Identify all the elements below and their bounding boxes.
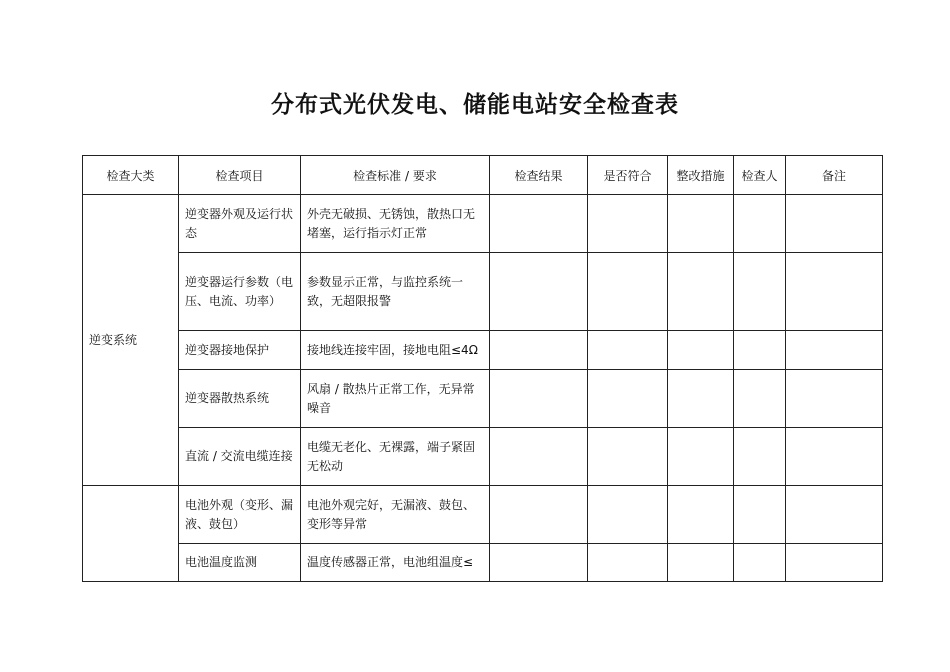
inspector-cell[interactable] [734,544,786,582]
category-cell [83,486,179,582]
inspector-cell[interactable] [734,486,786,544]
table-row [83,544,883,582]
remarks-cell[interactable] [786,486,883,544]
standard-cell: 电池外观完好，无漏液、鼓包、变形等异常 [301,486,490,544]
compliance-cell[interactable] [588,370,668,428]
standard-cell: 参数显示正常，与监控系统一致，无超限报警 [301,253,490,331]
result-cell[interactable] [490,544,588,582]
table-row [83,486,883,544]
inspector-cell[interactable] [734,428,786,486]
standard-cell: 温度传感器正常，电池组温度≤ [301,544,490,582]
column-header: 备注 [786,156,883,195]
column-header: 检查大类 [83,156,179,195]
remarks-cell[interactable] [786,544,883,582]
rectification-cell[interactable] [668,253,734,331]
result-cell[interactable] [490,195,588,253]
remarks-cell[interactable] [786,428,883,486]
result-cell[interactable] [490,428,588,486]
result-cell[interactable] [490,486,588,544]
rectification-cell[interactable] [668,195,734,253]
table-row [83,195,883,253]
rectification-cell[interactable] [668,428,734,486]
table-row [83,370,883,428]
inspector-cell[interactable] [734,253,786,331]
compliance-cell[interactable] [588,428,668,486]
result-cell[interactable] [490,331,588,370]
remarks-cell[interactable] [786,195,883,253]
table-row [83,253,883,331]
item-cell: 逆变器运行参数（电压、电流、功率） [179,253,301,331]
rectification-cell[interactable] [668,370,734,428]
rectification-cell[interactable] [668,331,734,370]
inspector-cell[interactable] [734,331,786,370]
column-header: 是否符合 [588,156,668,195]
standard-cell: 外壳无破损、无锈蚀，散热口无堵塞，运行指示灯正常 [301,195,490,253]
standard-cell: 接地线连接牢固，接地电阻≤4Ω [301,331,490,370]
safety-checklist-table [82,155,883,582]
column-header: 检查项目 [179,156,301,195]
rectification-cell[interactable] [668,486,734,544]
inspector-cell[interactable] [734,370,786,428]
item-cell: 逆变器外观及运行状态 [179,195,301,253]
document-title: 分布式光伏发电、储能电站安全检查表 [271,92,679,118]
column-header: 整改措施 [668,156,734,195]
remarks-cell[interactable] [786,370,883,428]
item-cell: 电池温度监测 [179,544,301,582]
inspector-cell[interactable] [734,195,786,253]
column-header: 检查人 [734,156,786,195]
column-header: 检查标准 / 要求 [301,156,490,195]
table-header-row [83,156,883,195]
result-cell[interactable] [490,370,588,428]
remarks-cell[interactable] [786,331,883,370]
compliance-cell[interactable] [588,195,668,253]
column-header: 检查结果 [490,156,588,195]
item-cell: 直流 / 交流电缆连接 [179,428,301,486]
compliance-cell[interactable] [588,331,668,370]
item-cell: 逆变器散热系统 [179,370,301,428]
compliance-cell[interactable] [588,253,668,331]
compliance-cell[interactable] [588,486,668,544]
table-row [83,428,883,486]
category-cell: 逆变系统 [83,195,179,486]
item-cell: 电池外观（变形、漏液、鼓包） [179,486,301,544]
compliance-cell[interactable] [588,544,668,582]
table-row [83,331,883,370]
item-cell: 逆变器接地保护 [179,331,301,370]
remarks-cell[interactable] [786,253,883,331]
result-cell[interactable] [490,253,588,331]
standard-cell: 电缆无老化、无裸露，端子紧固无松动 [301,428,490,486]
rectification-cell[interactable] [668,544,734,582]
standard-cell: 风扇 / 散热片正常工作，无异常噪音 [301,370,490,428]
